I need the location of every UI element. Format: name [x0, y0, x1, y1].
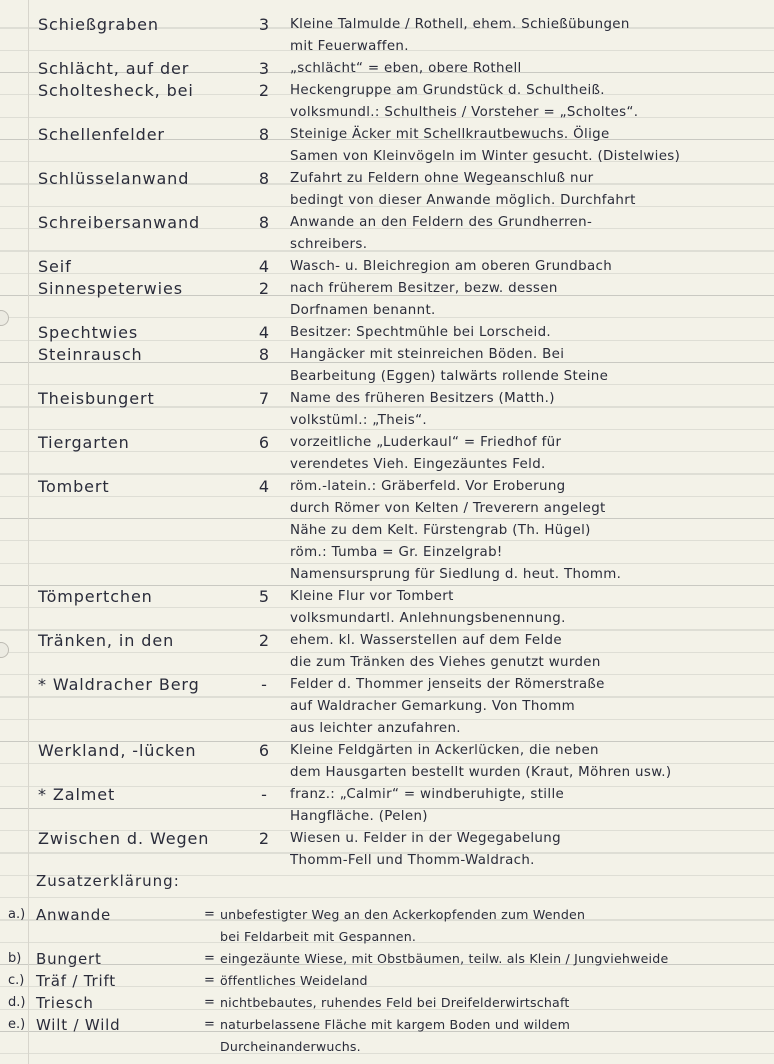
map-section-number: 2: [258, 829, 270, 848]
description-line: Steinige Äcker mit Schellkrautbewuchs. Ölige: [290, 127, 610, 142]
field-name: Steinrausch: [38, 345, 143, 364]
equals-sign: =: [204, 995, 215, 1010]
definition-line: öffentliches Weideland: [220, 973, 368, 988]
glossary-item: [0, 970, 774, 992]
field-description: [290, 740, 770, 784]
glossary-definition: [220, 904, 770, 948]
glossary-definition: [220, 992, 770, 1014]
map-section-number: 6: [258, 741, 270, 760]
description-line: verendetes Vieh. Eingezäuntes Feld.: [290, 457, 546, 472]
addendum-title: Zusatzerklärung:: [36, 872, 180, 890]
field-description: [290, 586, 770, 630]
field-name: Schießgraben: [38, 15, 159, 34]
definition-line: eingezäunte Wiese, mit Obstbäumen, teilw. als Klein / Jungviehweide: [220, 951, 669, 966]
glossary-definition: [220, 1014, 770, 1058]
map-section-number: 3: [258, 59, 270, 78]
description-line: Dorfnamen benannt.: [290, 303, 436, 318]
glossary-letter: b): [8, 951, 22, 966]
glossary-term: Anwande: [36, 906, 112, 924]
glossary-term: Bungert: [36, 950, 102, 968]
description-line: nach früherem Besitzer, bezw. dessen: [290, 281, 558, 296]
glossary-item: [0, 1014, 774, 1058]
field-name: Tombert: [38, 477, 110, 496]
glossary-letter: c.): [8, 973, 25, 988]
description-line: Wiesen u. Felder in der Wegegabelung: [290, 831, 561, 846]
entry-row: [0, 630, 774, 674]
entry-row: [0, 674, 774, 740]
field-description: [290, 212, 770, 256]
glossary-letter: d.): [8, 995, 26, 1010]
field-name: Tömpertchen: [38, 587, 153, 606]
map-section-number: 7: [258, 389, 270, 408]
field-description: [290, 256, 770, 278]
field-name: Schlächt, auf der: [38, 59, 190, 78]
field-name: Tränken, in den: [38, 631, 175, 650]
equals-sign: =: [204, 1017, 215, 1032]
map-section-number: 8: [258, 169, 270, 188]
definition-line: unbefestigter Weg an den Ackerkopfenden zum Wenden: [220, 907, 586, 922]
description-line: vorzeitliche „Luderkaul“ = Friedhof für: [290, 435, 562, 450]
description-line: franz.: „Calmir“ = windberuhigte, stille: [290, 787, 565, 802]
map-section-number: 2: [258, 279, 270, 298]
description-line: ehem. kl. Wasserstellen auf dem Felde: [290, 633, 562, 648]
entry-row: [0, 256, 774, 278]
entry-row: [0, 586, 774, 630]
entry-row: [0, 80, 774, 124]
map-section-number: 2: [258, 631, 270, 650]
description-line: aus leichter anzufahren.: [290, 721, 461, 736]
field-name: * Waldracher Berg: [38, 675, 200, 694]
glossary-item: [0, 948, 774, 970]
glossary-term: Wilt / Wild: [36, 1016, 121, 1034]
field-name: Schellenfelder: [38, 125, 165, 144]
entry-row: [0, 476, 774, 586]
description-line: schreibers.: [290, 237, 368, 252]
description-line: volksmundl.: Schultheis / Vorsteher = „Scholtes“.: [290, 105, 639, 120]
entry-row: [0, 14, 774, 58]
entry-row: [0, 58, 774, 80]
entry-row: [0, 322, 774, 344]
field-name: * Zalmet: [38, 785, 116, 804]
field-description: [290, 674, 770, 740]
map-section-number: 8: [258, 345, 270, 364]
field-name: Scholtesheck, bei: [38, 81, 194, 100]
field-description: [290, 124, 770, 168]
map-section-number: -: [261, 675, 267, 694]
field-description: [290, 168, 770, 212]
glossary-term: Träf / Trift: [36, 972, 116, 990]
description-line: auf Waldracher Gemarkung. Von Thomm: [290, 699, 575, 714]
definition-line: bei Feldarbeit mit Gespannen.: [220, 929, 417, 944]
description-line: Name des früheren Besitzers (Matth.): [290, 391, 555, 406]
description-line: volkstüml.: „Theis“.: [290, 413, 427, 428]
field-name: Sinnespeterwies: [38, 279, 183, 298]
map-section-number: 4: [258, 477, 270, 496]
glossary-term: Triesch: [36, 994, 94, 1012]
field-name: Seif: [38, 257, 72, 276]
field-name-list: [0, 14, 774, 872]
description-line: Thomm-Fell und Thomm-Waldrach.: [290, 853, 535, 868]
description-line: Anwande an den Feldern des Grundherren-: [290, 215, 593, 230]
entry-row: [0, 212, 774, 256]
glossary-letter: e.): [8, 1017, 26, 1032]
description-line: „schlächt“ = eben, obere Rothell: [290, 61, 522, 76]
entry-row: [0, 828, 774, 872]
description-line: Felder d. Thommer jenseits der Römerstraße: [290, 677, 605, 692]
field-description: [290, 58, 770, 80]
field-name: Zwischen d. Wegen: [38, 829, 210, 848]
entry-row: [0, 740, 774, 784]
definition-line: naturbelassene Fläche mit kargem Boden und wildem: [220, 1017, 571, 1032]
description-line: Kleine Flur vor Tombert: [290, 589, 454, 604]
equals-sign: =: [204, 973, 215, 988]
map-section-number: 5: [258, 587, 270, 606]
entry-row: [0, 388, 774, 432]
field-description: [290, 344, 770, 388]
map-section-number: 8: [258, 125, 270, 144]
description-line: die zum Tränken des Viehes genutzt wurden: [290, 655, 601, 670]
entry-row: [0, 168, 774, 212]
field-description: [290, 432, 770, 476]
field-description: [290, 14, 770, 58]
glossary-item: [0, 904, 774, 948]
map-section-number: 4: [258, 257, 270, 276]
field-name: Spechtwies: [38, 323, 139, 342]
description-line: Heckengruppe am Grundstück d. Schultheiß.: [290, 83, 605, 98]
description-line: bedingt von dieser Anwande möglich. Durchfahrt: [290, 193, 636, 208]
field-description: [290, 784, 770, 828]
field-description: [290, 476, 770, 586]
entry-row: [0, 344, 774, 388]
description-line: mit Feuerwaffen.: [290, 39, 409, 54]
description-line: Bearbeitung (Eggen) talwärts rollende Steine: [290, 369, 609, 384]
description-line: dem Hausgarten bestellt wurden (Kraut, Möhren usw.): [290, 765, 672, 780]
glossary-item: [0, 992, 774, 1014]
description-line: durch Römer von Kelten / Treverern angelegt: [290, 501, 606, 516]
field-description: [290, 630, 770, 674]
field-name: Schreibersanwand: [38, 213, 201, 232]
field-description: [290, 322, 770, 344]
map-section-number: -: [261, 785, 267, 804]
description-line: Namensursprung für Siedlung d. heut. Thomm.: [290, 567, 622, 582]
description-line: Hangäcker mit steinreichen Böden. Bei: [290, 347, 565, 362]
glossary-letter: a.): [8, 907, 26, 922]
description-line: Samen von Kleinvögeln im Winter gesucht. (Distelwies): [290, 149, 681, 164]
field-name: Tiergarten: [38, 433, 130, 452]
description-line: Kleine Talmulde / Rothell, ehem. Schießübungen: [290, 17, 630, 32]
definition-line: nichtbebautes, ruhendes Feld bei Dreifelderwirtschaft: [220, 995, 570, 1010]
entry-row: [0, 784, 774, 828]
description-line: Kleine Feldgärten in Ackerlücken, die neben: [290, 743, 599, 758]
glossary-definition: [220, 948, 770, 970]
map-section-number: 2: [258, 81, 270, 100]
field-description: [290, 278, 770, 322]
field-description: [290, 388, 770, 432]
map-section-number: 4: [258, 323, 270, 342]
glossary-list: [0, 904, 774, 1058]
equals-sign: =: [204, 951, 215, 966]
equals-sign: =: [204, 907, 215, 922]
description-line: volksmundartl. Anlehnungsbenennung.: [290, 611, 566, 626]
glossary-definition: [220, 970, 770, 992]
field-description: [290, 80, 770, 124]
description-line: röm.-latein.: Gräberfeld. Vor Eroberung: [290, 479, 566, 494]
description-line: Nähe zu dem Kelt. Fürstengrab (Th. Hügel): [290, 523, 591, 538]
field-name: Schlüsselanwand: [38, 169, 190, 188]
definition-line: Durcheinanderwuchs.: [220, 1039, 361, 1054]
entry-row: [0, 124, 774, 168]
entry-row: [0, 432, 774, 476]
map-section-number: 8: [258, 213, 270, 232]
entry-row: [0, 278, 774, 322]
description-line: Wasch- u. Bleichregion am oberen Grundbach: [290, 259, 613, 274]
description-line: röm.: Tumba = Gr. Einzelgrab!: [290, 545, 503, 560]
description-line: Hangfläche. (Pelen): [290, 809, 428, 824]
field-name: Theisbungert: [38, 389, 155, 408]
map-section-number: 6: [258, 433, 270, 452]
map-section-number: 3: [258, 15, 270, 34]
description-line: Zufahrt zu Feldern ohne Wegeanschluß nur: [290, 171, 594, 186]
description-line: Besitzer: Spechtmühle bei Lorscheid.: [290, 325, 552, 340]
field-description: [290, 828, 770, 872]
field-name: Werkland, -lücken: [38, 741, 197, 760]
